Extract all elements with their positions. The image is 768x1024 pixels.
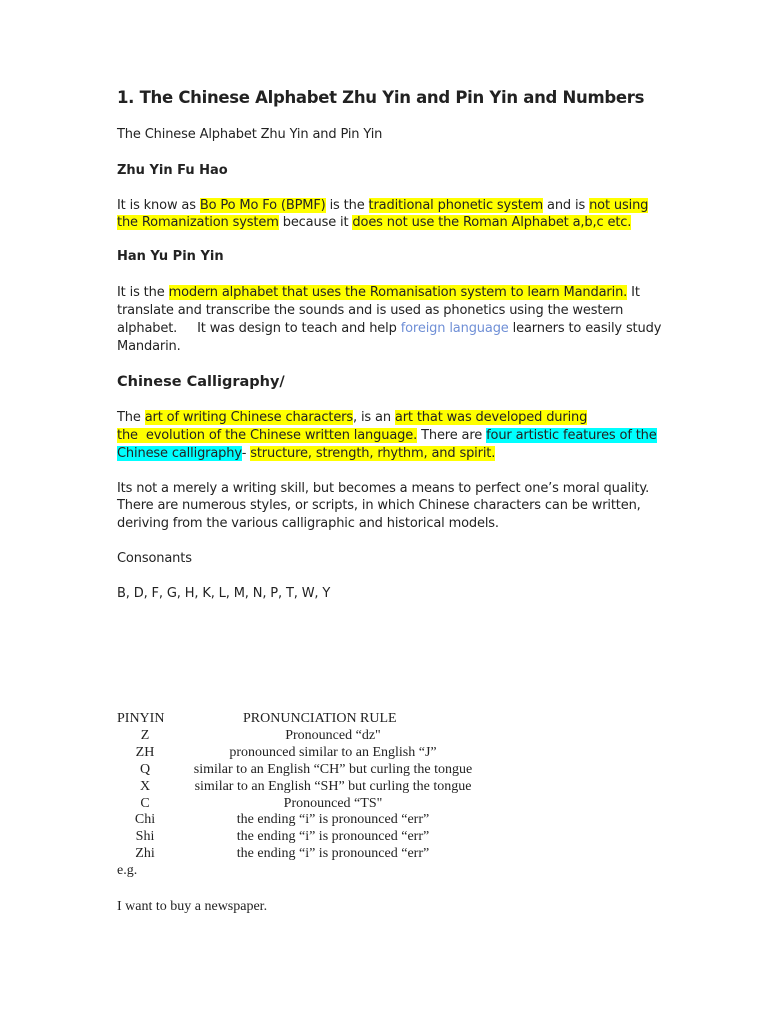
calligraphy-line-3 <box>117 445 495 463</box>
highlight-bpmf: Bo Po Mo Fo (BPMF) <box>199 198 326 213</box>
calligraphy-p2-line-1: Its not a merely a writing skill, but becomes a means to perfect one’s moral quality. <box>117 481 650 496</box>
text-run: learners to easily study <box>508 321 662 336</box>
highlight-modern-alphabet: modern alphabet that uses the Romanisation system to learn Mandarin. <box>168 285 628 300</box>
rule-cell: pronounced similar to an English “J” <box>229 745 437 760</box>
text-run: and is <box>543 198 590 213</box>
highlight-structure: structure, strength, rhythm, and spirit. <box>250 446 496 461</box>
calligraphy-line-1 <box>117 409 587 427</box>
table-row <box>117 779 617 796</box>
pinyin-line-4: Mandarin. <box>117 339 181 354</box>
pinyin-line-1 <box>117 284 640 302</box>
eg-label <box>117 863 617 880</box>
calligraphy-line-2 <box>117 427 657 445</box>
text-run: , is an <box>353 410 395 425</box>
table-row <box>117 796 617 813</box>
consonants-heading: Consonants <box>117 551 192 566</box>
highlight-romanization: the Romanization system <box>117 215 279 230</box>
example-text: I want to buy a newspaper. <box>117 899 268 914</box>
table-row <box>117 829 617 846</box>
text-run: alphabet. It was design to teach and help <box>117 321 401 336</box>
text-run: because it <box>278 215 353 230</box>
highlight-art-of-writing: art of writing Chinese characters <box>144 410 353 425</box>
consonants-list: B, D, F, G, H, K, L, M, N, P, T, W, Y <box>117 586 331 601</box>
pinyin-line-3 <box>117 320 661 338</box>
pinyin-heading: Han Yu Pin Yin <box>117 249 224 264</box>
pinyin-cell: Z <box>140 728 150 743</box>
rule-cell: Pronounced “TS" <box>283 796 383 811</box>
rule-cell: similar to an English “CH” but curling the tongue <box>193 762 473 777</box>
eg-text: e.g. <box>117 863 138 878</box>
text-run: - <box>241 446 251 461</box>
zhuyin-line-1 <box>117 197 648 215</box>
rule-cell: the ending “i” is pronounced “err” <box>236 812 430 827</box>
example-sentence <box>117 899 617 916</box>
page-title: 1. The Chinese Alphabet Zhu Yin and Pin Yin and Numbers <box>117 88 645 107</box>
pinyin-cell: Chi <box>134 812 156 827</box>
pinyin-cell: Q <box>139 762 151 777</box>
calligraphy-p2-line-3: deriving from the various calligraphic and historical models. <box>117 516 499 531</box>
table-row <box>117 728 617 745</box>
text-run: It is the <box>117 285 169 300</box>
highlight-art-developed: art that was developed during <box>394 410 588 425</box>
calligraphy-p2-line-2: There are numerous styles, or scripts, in which Chinese characters can be written, <box>117 498 641 513</box>
zhuyin-line-2 <box>117 214 631 232</box>
table-row <box>117 846 617 863</box>
rule-cell: similar to an English “SH” but curling the tongue <box>194 779 472 794</box>
table-row <box>117 812 617 829</box>
table-row <box>117 745 617 762</box>
table-header <box>117 711 617 728</box>
pinyin-cell: C <box>140 796 150 811</box>
highlight-chinese-calligraphy: Chinese calligraphy <box>117 446 242 461</box>
highlight-evolution: the evolution of the Chinese written language. <box>117 428 418 443</box>
text-run: The <box>117 410 145 425</box>
pinyin-cell: ZH <box>135 745 155 760</box>
calligraphy-heading: Chinese Calligraphy/ <box>117 374 285 390</box>
text-run: There are <box>417 428 487 443</box>
pinyin-line-2: translate and transcribe the sounds and is used as phonetics using the western <box>117 303 624 318</box>
rule-cell: Pronounced “dz" <box>285 728 381 743</box>
highlight-traditional: traditional phonetic system <box>368 198 544 213</box>
pinyin-cell: Zhi <box>135 846 155 861</box>
text-run: It is know as <box>117 198 200 213</box>
highlight-roman-alphabet: does not use the Roman Alphabet a,b,c etc. <box>352 215 632 230</box>
pinyin-cell: Shi <box>135 829 155 844</box>
text-run: It <box>627 285 640 300</box>
zhuyin-heading: Zhu Yin Fu Hao <box>117 163 228 178</box>
rule-cell: the ending “i” is pronounced “err” <box>236 846 430 861</box>
rule-cell: the ending “i” is pronounced “err” <box>236 829 430 844</box>
header-pinyin: PINYIN <box>117 711 165 726</box>
pinyin-cell: X <box>139 779 151 794</box>
highlight-four-features: four artistic features of the <box>486 428 657 443</box>
header-rule: PRONUNCIATION RULE <box>243 711 397 726</box>
table-row <box>117 762 617 779</box>
text-run: is the <box>325 198 369 213</box>
subtitle: The Chinese Alphabet Zhu Yin and Pin Yin <box>117 127 383 142</box>
foreign-language-link[interactable]: foreign language <box>400 321 509 336</box>
highlight-not-using: not using <box>589 198 649 213</box>
